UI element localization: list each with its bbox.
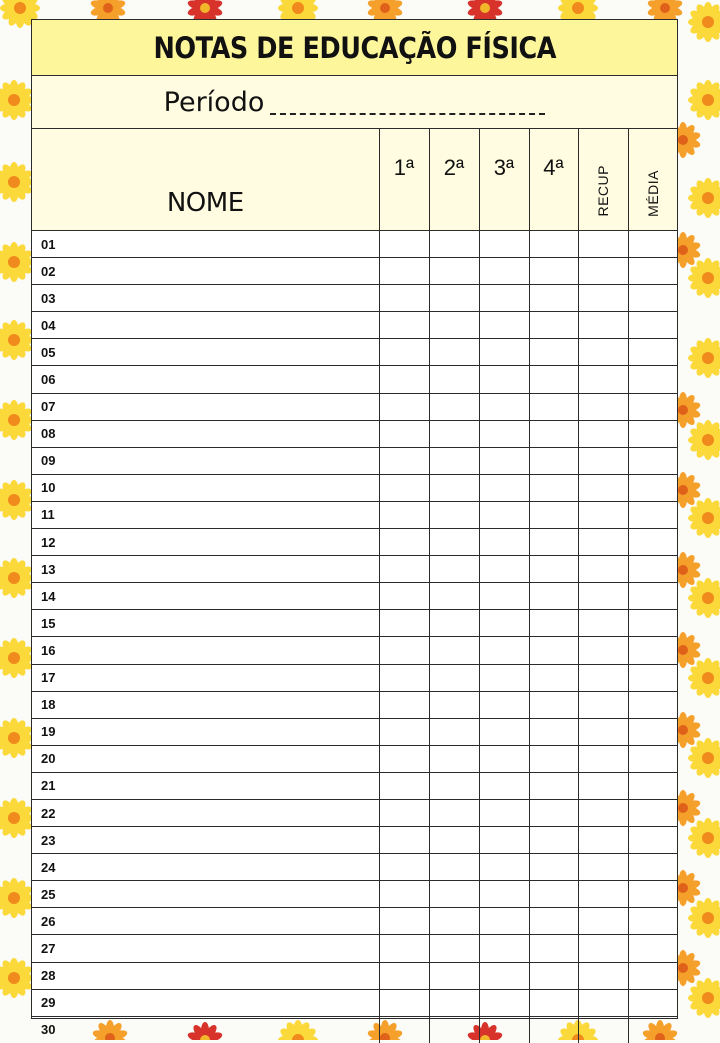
term-2-cell[interactable] — [429, 529, 479, 556]
average-cell[interactable] — [628, 474, 677, 501]
grade-sheet — [31, 19, 678, 1038]
term-2-cell[interactable] — [429, 989, 479, 1016]
recovery-cell[interactable] — [578, 935, 628, 962]
term-1-cell[interactable] — [379, 772, 429, 799]
table-row — [32, 556, 677, 583]
term-2-cell[interactable] — [429, 718, 479, 745]
term-3-cell[interactable] — [479, 772, 529, 799]
average-cell[interactable] — [628, 881, 677, 908]
average-cell[interactable] — [628, 312, 677, 339]
term-4-cell[interactable] — [529, 231, 578, 258]
average-cell[interactable] — [628, 583, 677, 610]
column-header-term-2: 2ª — [429, 129, 479, 231]
table-row — [32, 881, 677, 908]
average-cell[interactable] — [628, 610, 677, 637]
average-cell[interactable] — [628, 258, 677, 285]
student-name-cell[interactable]: 04 — [32, 312, 379, 339]
student-name-cell[interactable]: 05 — [32, 339, 379, 366]
term-2-cell[interactable] — [429, 827, 479, 854]
average-cell[interactable] — [628, 501, 677, 528]
student-name-cell[interactable]: 01 — [32, 231, 379, 258]
recovery-cell[interactable] — [578, 610, 628, 637]
term-1-cell[interactable] — [379, 827, 429, 854]
term-3-cell[interactable] — [479, 258, 529, 285]
recovery-label: RECUP — [595, 165, 611, 217]
term-1-cell[interactable] — [379, 881, 429, 908]
student-name-cell[interactable]: 18 — [32, 691, 379, 718]
average-cell[interactable] — [628, 962, 677, 989]
student-name-cell[interactable]: 29 — [32, 989, 379, 1016]
table-row — [32, 691, 677, 718]
term-4-cell[interactable] — [529, 258, 578, 285]
recovery-cell[interactable] — [578, 501, 628, 528]
term-2-cell[interactable] — [429, 1016, 479, 1043]
student-name-cell[interactable]: 10 — [32, 474, 379, 501]
average-cell[interactable] — [628, 989, 677, 1016]
term-2-cell[interactable] — [429, 881, 479, 908]
term-3-cell[interactable] — [479, 529, 529, 556]
column-header-recovery — [578, 129, 628, 231]
term-1-cell[interactable] — [379, 745, 429, 772]
average-cell[interactable] — [628, 447, 677, 474]
student-name-cell[interactable]: 25 — [32, 881, 379, 908]
term-2-cell[interactable] — [429, 637, 479, 664]
table-row — [32, 529, 677, 556]
term-1-cell[interactable] — [379, 691, 429, 718]
term-2-cell[interactable] — [429, 447, 479, 474]
term-4-cell[interactable] — [529, 366, 578, 393]
term-2-cell[interactable] — [429, 393, 479, 420]
term-2-cell[interactable] — [429, 501, 479, 528]
table-row — [32, 962, 677, 989]
term-4-cell[interactable] — [529, 637, 578, 664]
recovery-cell[interactable] — [578, 339, 628, 366]
term-1-cell[interactable] — [379, 637, 429, 664]
term-2-cell[interactable] — [429, 583, 479, 610]
table-row — [32, 474, 677, 501]
term-3-cell[interactable] — [479, 664, 529, 691]
student-name-cell[interactable]: 16 — [32, 637, 379, 664]
term-2-cell[interactable] — [429, 285, 479, 312]
term-4-cell[interactable] — [529, 285, 578, 312]
recovery-cell[interactable] — [578, 827, 628, 854]
term-3-cell[interactable] — [479, 366, 529, 393]
term-4-cell[interactable] — [529, 908, 578, 935]
term-3-cell[interactable] — [479, 799, 529, 826]
term-4-cell[interactable] — [529, 881, 578, 908]
term-1-cell[interactable] — [379, 393, 429, 420]
student-name-cell[interactable]: 13 — [32, 556, 379, 583]
table-row — [32, 908, 677, 935]
column-header-name: NOME — [32, 129, 379, 231]
student-name-cell[interactable]: 20 — [32, 745, 379, 772]
term-4-cell[interactable] — [529, 989, 578, 1016]
term-4-cell[interactable] — [529, 556, 578, 583]
term-2-cell[interactable] — [429, 474, 479, 501]
average-cell[interactable] — [628, 772, 677, 799]
term-3-cell[interactable] — [479, 474, 529, 501]
table-row — [32, 664, 677, 691]
student-name-cell[interactable]: 11 — [32, 501, 379, 528]
average-cell[interactable] — [628, 529, 677, 556]
recovery-cell[interactable] — [578, 962, 628, 989]
term-1-cell[interactable] — [379, 231, 429, 258]
column-header-term-1: 1ª — [379, 129, 429, 231]
recovery-cell[interactable] — [578, 637, 628, 664]
recovery-cell[interactable] — [578, 772, 628, 799]
term-2-cell[interactable] — [429, 556, 479, 583]
student-name-cell[interactable]: 03 — [32, 285, 379, 312]
table-row — [32, 339, 677, 366]
average-cell[interactable] — [628, 285, 677, 312]
student-name-cell[interactable]: 08 — [32, 420, 379, 447]
student-name-cell[interactable]: 23 — [32, 827, 379, 854]
term-3-cell[interactable] — [479, 881, 529, 908]
term-2-cell[interactable] — [429, 908, 479, 935]
term-4-cell[interactable] — [529, 827, 578, 854]
student-name-cell[interactable]: 30 — [32, 1016, 379, 1043]
average-cell[interactable] — [628, 718, 677, 745]
table-row — [32, 583, 677, 610]
term-4-cell[interactable] — [529, 962, 578, 989]
recovery-cell[interactable] — [578, 312, 628, 339]
student-name-cell[interactable]: 07 — [32, 393, 379, 420]
student-name-cell[interactable]: 26 — [32, 908, 379, 935]
term-1-cell[interactable] — [379, 312, 429, 339]
student-name-cell[interactable]: 27 — [32, 935, 379, 962]
average-label: MÉDIA — [644, 170, 661, 217]
term-4-cell[interactable] — [529, 447, 578, 474]
term-3-cell[interactable] — [479, 447, 529, 474]
term-4-cell[interactable] — [529, 529, 578, 556]
term-3-cell[interactable] — [479, 610, 529, 637]
grades-table — [32, 129, 677, 1043]
term-1-cell[interactable] — [379, 962, 429, 989]
term-3-cell[interactable] — [479, 501, 529, 528]
term-2-cell[interactable] — [429, 339, 479, 366]
recovery-cell[interactable] — [578, 881, 628, 908]
average-cell[interactable] — [628, 231, 677, 258]
student-name-cell[interactable]: 12 — [32, 529, 379, 556]
recovery-cell[interactable] — [578, 799, 628, 826]
table-row — [32, 312, 677, 339]
term-3-cell[interactable] — [479, 718, 529, 745]
term-3-cell[interactable] — [479, 854, 529, 881]
student-name-cell[interactable]: 19 — [32, 718, 379, 745]
term-3-cell[interactable] — [479, 962, 529, 989]
recovery-cell[interactable] — [578, 691, 628, 718]
student-name-cell[interactable]: 06 — [32, 366, 379, 393]
term-2-cell[interactable] — [429, 312, 479, 339]
term-2-cell[interactable] — [429, 231, 479, 258]
term-1-cell[interactable] — [379, 664, 429, 691]
term-3-cell[interactable] — [479, 312, 529, 339]
page-title: NOTAS DE EDUCAÇÃO FÍSICA — [153, 30, 556, 65]
table-row — [32, 1016, 677, 1043]
term-4-cell[interactable] — [529, 691, 578, 718]
term-3-cell[interactable] — [479, 556, 529, 583]
term-3-cell[interactable] — [479, 745, 529, 772]
recovery-cell[interactable] — [578, 231, 628, 258]
column-header-average — [628, 129, 677, 231]
term-4-cell[interactable] — [529, 393, 578, 420]
term-4-cell[interactable] — [529, 664, 578, 691]
recovery-cell[interactable] — [578, 718, 628, 745]
term-2-cell[interactable] — [429, 935, 479, 962]
term-2-cell[interactable] — [429, 772, 479, 799]
term-3-cell[interactable] — [479, 583, 529, 610]
student-name-cell[interactable]: 15 — [32, 610, 379, 637]
average-cell[interactable] — [628, 393, 677, 420]
term-3-cell[interactable] — [479, 420, 529, 447]
term-2-cell[interactable] — [429, 664, 479, 691]
term-1-cell[interactable] — [379, 556, 429, 583]
term-3-cell[interactable] — [479, 231, 529, 258]
table-row — [32, 827, 677, 854]
term-1-cell[interactable] — [379, 339, 429, 366]
term-3-cell[interactable] — [479, 339, 529, 366]
average-cell[interactable] — [628, 366, 677, 393]
average-cell[interactable] — [628, 1016, 677, 1043]
table-row — [32, 420, 677, 447]
term-4-cell[interactable] — [529, 583, 578, 610]
period-blank-line[interactable] — [270, 89, 545, 115]
term-4-cell[interactable] — [529, 745, 578, 772]
term-3-cell[interactable] — [479, 827, 529, 854]
table-row — [32, 718, 677, 745]
term-4-cell[interactable] — [529, 610, 578, 637]
term-2-cell[interactable] — [429, 799, 479, 826]
average-cell[interactable] — [628, 691, 677, 718]
table-row — [32, 231, 677, 258]
table-row — [32, 285, 677, 312]
table-row — [32, 393, 677, 420]
term-4-cell[interactable] — [529, 1016, 578, 1043]
term-4-cell[interactable] — [529, 718, 578, 745]
term-1-cell[interactable] — [379, 285, 429, 312]
term-1-cell[interactable] — [379, 799, 429, 826]
average-cell[interactable] — [628, 339, 677, 366]
term-2-cell[interactable] — [429, 854, 479, 881]
term-1-cell[interactable] — [379, 258, 429, 285]
table-row — [32, 258, 677, 285]
table-row — [32, 366, 677, 393]
term-1-cell[interactable] — [379, 420, 429, 447]
column-header-term-4: 4ª — [529, 129, 578, 231]
average-cell[interactable] — [628, 827, 677, 854]
term-1-cell[interactable] — [379, 908, 429, 935]
table-row — [32, 935, 677, 962]
column-header-term-3: 3ª — [479, 129, 529, 231]
header-row — [32, 129, 677, 231]
term-1-cell[interactable] — [379, 501, 429, 528]
recovery-cell[interactable] — [578, 529, 628, 556]
term-1-cell[interactable] — [379, 529, 429, 556]
table-row — [32, 637, 677, 664]
average-cell[interactable] — [628, 908, 677, 935]
recovery-cell[interactable] — [578, 393, 628, 420]
term-3-cell[interactable] — [479, 908, 529, 935]
term-4-cell[interactable] — [529, 501, 578, 528]
recovery-cell[interactable] — [578, 285, 628, 312]
term-2-cell[interactable] — [429, 745, 479, 772]
term-1-cell[interactable] — [379, 1016, 429, 1043]
term-3-cell[interactable] — [479, 691, 529, 718]
recovery-cell[interactable] — [578, 854, 628, 881]
term-2-cell[interactable] — [429, 258, 479, 285]
term-2-cell[interactable] — [429, 366, 479, 393]
term-4-cell[interactable] — [529, 339, 578, 366]
table-row — [32, 610, 677, 637]
term-4-cell[interactable] — [529, 420, 578, 447]
term-1-cell[interactable] — [379, 366, 429, 393]
recovery-cell[interactable] — [578, 447, 628, 474]
title-banner — [32, 20, 677, 76]
table-row — [32, 772, 677, 799]
recovery-cell[interactable] — [578, 366, 628, 393]
student-name-cell[interactable]: 09 — [32, 447, 379, 474]
period-row — [32, 76, 677, 129]
recovery-cell[interactable] — [578, 745, 628, 772]
student-name-cell[interactable]: 02 — [32, 258, 379, 285]
term-4-cell[interactable] — [529, 312, 578, 339]
recovery-cell[interactable] — [578, 556, 628, 583]
term-3-cell[interactable] — [479, 285, 529, 312]
average-cell[interactable] — [628, 854, 677, 881]
term-2-cell[interactable] — [429, 420, 479, 447]
term-3-cell[interactable] — [479, 637, 529, 664]
average-cell[interactable] — [628, 556, 677, 583]
term-3-cell[interactable] — [479, 393, 529, 420]
recovery-cell[interactable] — [578, 1016, 628, 1043]
term-1-cell[interactable] — [379, 854, 429, 881]
term-2-cell[interactable] — [429, 691, 479, 718]
term-1-cell[interactable] — [379, 935, 429, 962]
period-label: Período — [163, 86, 265, 118]
table-row — [32, 745, 677, 772]
average-cell[interactable] — [628, 637, 677, 664]
recovery-cell[interactable] — [578, 664, 628, 691]
student-name-cell[interactable]: 21 — [32, 772, 379, 799]
recovery-cell[interactable] — [578, 258, 628, 285]
table-row — [32, 989, 677, 1016]
term-1-cell[interactable] — [379, 989, 429, 1016]
term-2-cell[interactable] — [429, 610, 479, 637]
student-rows — [32, 231, 677, 1043]
student-name-cell[interactable]: 24 — [32, 854, 379, 881]
table-row — [32, 799, 677, 826]
term-3-cell[interactable] — [479, 1016, 529, 1043]
average-cell[interactable] — [628, 420, 677, 447]
term-2-cell[interactable] — [429, 962, 479, 989]
average-cell[interactable] — [628, 799, 677, 826]
term-4-cell[interactable] — [529, 474, 578, 501]
term-4-cell[interactable] — [529, 935, 578, 962]
student-name-cell[interactable]: 14 — [32, 583, 379, 610]
recovery-cell[interactable] — [578, 420, 628, 447]
recovery-cell[interactable] — [578, 908, 628, 935]
term-4-cell[interactable] — [529, 772, 578, 799]
student-name-cell[interactable]: 22 — [32, 799, 379, 826]
recovery-cell[interactable] — [578, 583, 628, 610]
table-row — [32, 447, 677, 474]
average-cell[interactable] — [628, 664, 677, 691]
term-4-cell[interactable] — [529, 854, 578, 881]
student-name-cell[interactable]: 28 — [32, 962, 379, 989]
term-4-cell[interactable] — [529, 799, 578, 826]
student-name-cell[interactable]: 17 — [32, 664, 379, 691]
recovery-cell[interactable] — [578, 474, 628, 501]
term-1-cell[interactable] — [379, 583, 429, 610]
term-3-cell[interactable] — [479, 989, 529, 1016]
term-1-cell[interactable] — [379, 474, 429, 501]
term-3-cell[interactable] — [479, 935, 529, 962]
recovery-cell[interactable] — [578, 989, 628, 1016]
average-cell[interactable] — [628, 745, 677, 772]
term-1-cell[interactable] — [379, 447, 429, 474]
term-1-cell[interactable] — [379, 718, 429, 745]
term-1-cell[interactable] — [379, 610, 429, 637]
table-row — [32, 501, 677, 528]
average-cell[interactable] — [628, 935, 677, 962]
table-row — [32, 854, 677, 881]
